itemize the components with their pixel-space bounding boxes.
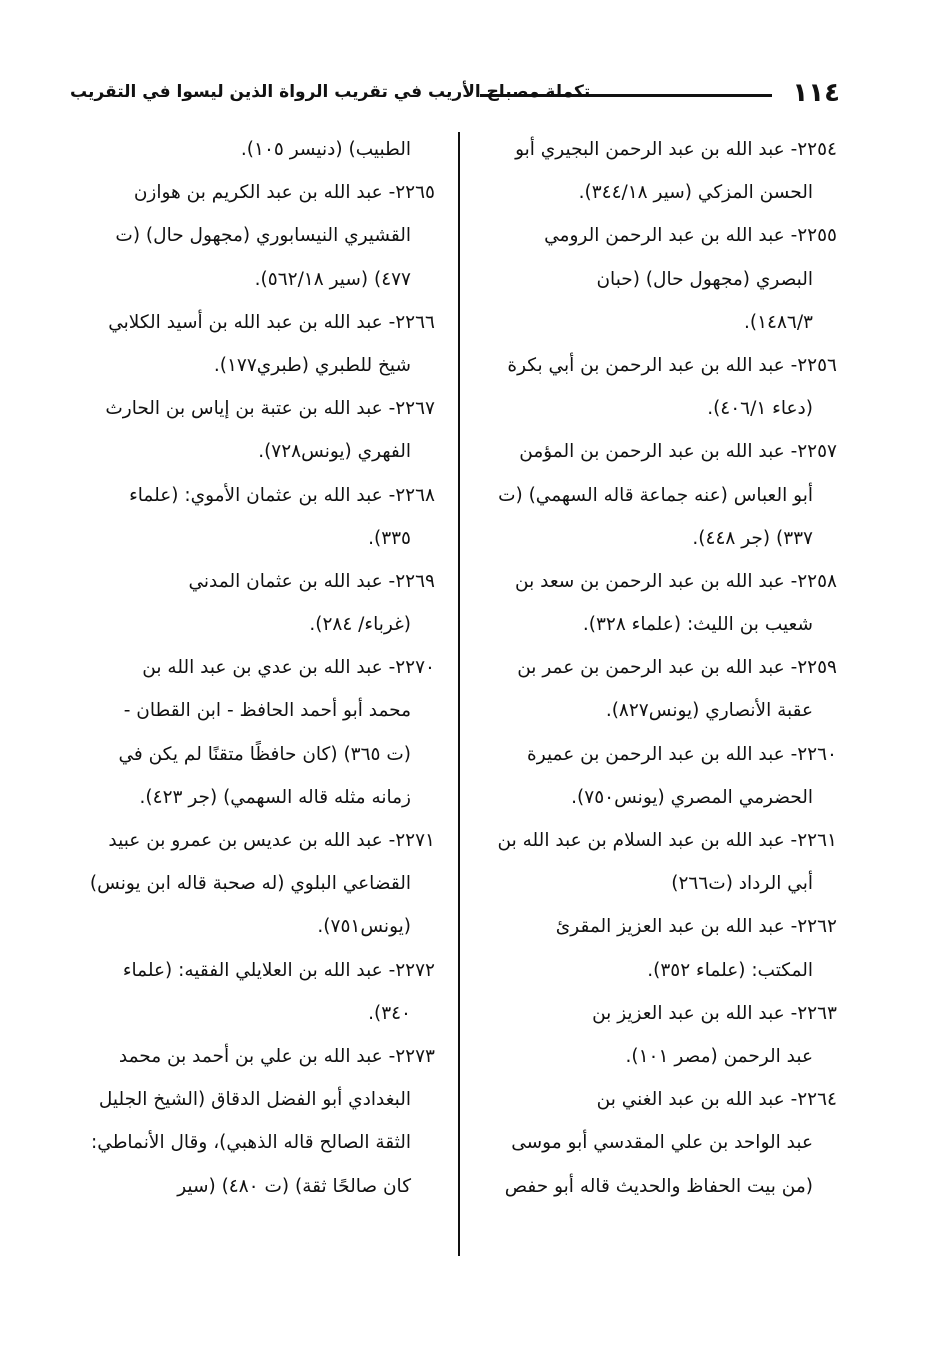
entry-first-line: ٢٢٦٢- عبد الله بن عبد العزيز المقرئ [555, 916, 837, 938]
entry-continuation-line: ٣٣٧) (جر ٤٤٨). [692, 527, 813, 549]
entry-first-line: ٢٢٧٣- عبد الله بن علي بن أحمد بن محمد [118, 1045, 435, 1067]
entry-continuation-line: عقبة الأنصاري (يونس٨٢٧). [605, 700, 813, 722]
page-header [70, 78, 840, 114]
entry-first-line: ٢٢٦٩- عبد الله بن عثمان المدني [188, 570, 435, 592]
entry-first-line: ٢٢٧٢- عبد الله بن العلايلي الفقيه: (علماء [122, 959, 435, 981]
running-title: تكملة مصباح الأريب في تقريب الرواة الذين ليسوا في التقريب [70, 82, 591, 102]
left-column [73, 128, 435, 1208]
entry-first-line: ٢٢٥٥- عبد الله بن عبد الرحمن الرومي [544, 225, 837, 247]
entry-continuation-line: الطبيب) (دنيسر ١٠٥). [240, 139, 411, 160]
entry-continuation-line: القضاعي البلوي (له صحبة قاله ابن يونس) [89, 873, 411, 895]
entry-continuation-line: ١٤٨٦/٣). [743, 311, 813, 333]
entry-continuation-line: (غرباء/ ٢٨٤). [309, 614, 411, 636]
entry-continuation-line: البصري (مجهول حال) (حبان [596, 268, 813, 290]
right-column [475, 128, 837, 1208]
entry-continuation-line: الحسن المزكي (سير ٣٤٤/١٨). [578, 182, 813, 204]
entry-continuation-line: أبو العباس (عنه جماعة قاله السهمي) (ت [498, 484, 813, 506]
entry-first-line: ٢٢٧٠- عبد الله بن عدي بن عبد الله بن [142, 657, 435, 679]
entry-continuation-line: محمد أبو أحمد الحافظ - ابن القطان - [123, 700, 411, 722]
entry-continuation-line: القشيري النيسابوري (مجهول حال) (ت [115, 225, 411, 247]
entry-first-line: ٢٢٦٠- عبد الله بن عبد الرحمن بن عميرة [527, 743, 837, 765]
entry-continuation-line: عبد الواحد بن علي المقدسي أبو موسى [511, 1132, 813, 1154]
entry-first-line: ٢٢٥٨- عبد الله بن عبد الرحمن بن سعد بن [515, 570, 837, 592]
entry-first-line: ٢٢٦٥- عبد الله بن عبد الكريم بن هوازن [133, 182, 435, 204]
entry-first-line: ٢٢٦٣- عبد الله بن عبد العزيز بن [592, 1002, 837, 1024]
entry-first-line: ٢٢٦٦- عبد الله بن عبد الله بن أسيد الكلابي [108, 311, 435, 333]
entry-first-line: ٢٢٦٧- عبد الله بن عتبة بن إياس بن الحارث [105, 398, 435, 420]
entry-continuation-line: ٤٧٧) (سير ٥٦٢/١٨). [254, 268, 411, 290]
entry-first-line: ٢٢٥٧- عبد الله بن عبد الرحمن بن المؤمن [519, 441, 837, 463]
column-divider [458, 132, 460, 1256]
entry-continuation-line: (دعاء ٤٠٦/١). [707, 398, 813, 420]
entry-continuation-line: عبد الرحمن (مصر ١٠١). [625, 1045, 813, 1067]
entry-continuation-line: المكتب: (علماء ٣٥٢). [647, 959, 813, 981]
entry-first-line: ٢٢٦٨- عبد الله بن عثمان الأموي: (علماء [129, 484, 435, 506]
entry-first-line: ٢٢٥٦- عبد الله بن عبد الرحمن بن أبي بكرة [507, 354, 837, 376]
entry-continuation-line: الثقة الصالح قاله الذهبي)، وقال الأنماطي: [91, 1132, 411, 1154]
entry-continuation-line: ٣٣٥). [368, 527, 411, 549]
entry-continuation-line: كان صالحًا ثقة) (ت ٤٨٠) (سير [177, 1175, 411, 1197]
page-number: ١١٤ [792, 78, 840, 108]
entry-continuation-line: أبي الرداد (ت٢٦٦) [671, 873, 813, 895]
entry-continuation-line: الفهري (يونس٧٢٨). [258, 441, 411, 463]
entry-continuation-line: ٣٤٠). [368, 1002, 411, 1024]
entry-continuation-line: (من بيت الحفاظ والحديث قاله أبو حفص [504, 1175, 813, 1197]
entry-continuation-line: (يونس٧٥١). [317, 916, 411, 938]
entry-continuation-line: الحضرمي المصري (يونس٧٥٠). [571, 786, 813, 808]
entry-first-line: ٢٢٦١- عبد الله بن عبد السلام بن عبد الله بن [497, 830, 837, 851]
entry-continuation-line: شيخ للطبري (طبري١٧٧). [213, 354, 411, 376]
entry-first-line: ٢٢٥٩- عبد الله بن عبد الرحمن بن عمر بن [517, 657, 837, 679]
entry-first-line: ٢٢٦٤- عبد الله بن عبد الغني بن [596, 1089, 837, 1111]
entry-continuation-line: زمانه مثله قاله السهمي) (جر ٤٢٣). [139, 786, 411, 808]
entry-continuation-line: شعيب بن الليث: (علماء ٣٢٨). [582, 614, 813, 636]
entry-first-line: ٢٢٥٤- عبد الله بن عبد الرحمن البجيري أبو [515, 139, 837, 160]
entry-first-line: ٢٢٧١- عبد الله بن عديس بن عمرو بن عبيد [108, 830, 435, 851]
entry-continuation-line: البغدادي أبو الفضل الدقاق (الشيخ الجليل [98, 1089, 411, 1111]
entry-continuation-line: (ت ٣٦٥) (كان حافظًا متقنًا لم يكن في [118, 743, 411, 765]
